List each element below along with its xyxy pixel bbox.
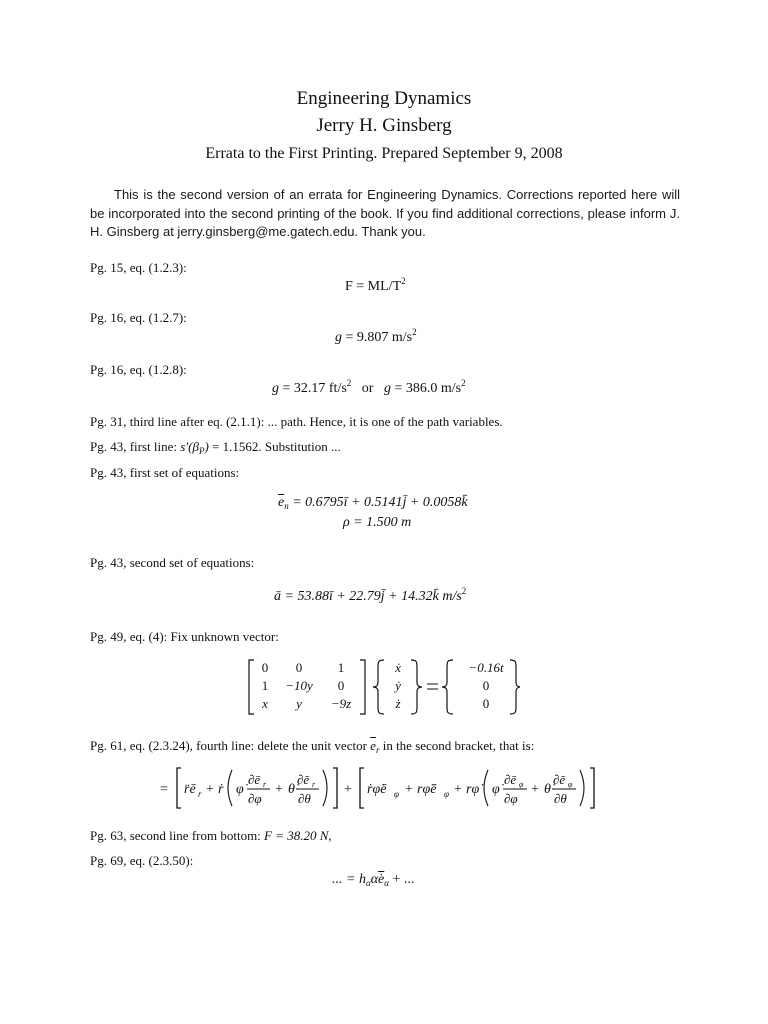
document-subtitle: Errata to the First Printing. Prepared September 9, 2008 [205,145,563,162]
matrix-a-cell: 0 [261,660,269,675]
svg-text:φ: φ [519,780,524,789]
matrix-a-cell: −9z [330,696,352,711]
matrix-a-cell: 1 [261,678,269,693]
svg-text:r: r [263,780,267,789]
svg-text:+: + [206,782,214,797]
equation-text: = 9.807 m/s [345,330,413,345]
document-title: Engineering Dynamics [296,88,472,109]
svg-text:+: + [275,782,283,797]
vector-b-cell: 0 [482,678,490,693]
errata-item-pg16-127: Pg. 16, eq. (1.2.7): [90,310,187,325]
item-label: Pg. 63, second line from bottom: [90,828,265,843]
errata-item-pg63 [90,828,332,844]
svg-text:∂ē: ∂ē [297,772,310,787]
vector-b-cell: 0 [482,696,490,711]
matrix-a-cell: 1 [337,660,345,675]
svg-text:∂ē: ∂ē [248,772,261,787]
svg-text:ṙ: ṙ [218,782,224,797]
svg-text:∂φ: ∂φ [248,791,262,806]
equation-1-2-7: g = 9.807 $m/s^2$ [335,327,417,345]
matrix-a-cell: y [296,696,302,711]
matrix-a-cell: −10y [285,678,313,693]
svg-text:θ̇: θ̇ [544,782,551,797]
svg-text:rφ̇: rφ̇ [466,782,480,797]
inline-math: s′(β [180,439,199,454]
svg-text:∂θ: ∂θ [298,791,311,806]
author-name: Jerry H. Ginsberg [316,115,452,136]
intro-text: This is the second version of an errata for Engineering Dynamics. Corrections reported here will be incorporated into the second printing of the book. If you find additional corrections, please inform J. H. Ginsberg at jerry.ginsberg@me.gatech.edu. Thank you. [90,187,680,239]
svg-text:ṙφ̇ē: ṙφ̇ē [367,782,387,797]
svg-text:rφ̈ē: rφ̈ē [417,782,437,797]
equation-text: F = ML/T [345,279,402,294]
errata-item-pg15: Pg. 15, eq. (1.2.3): [90,260,187,275]
svg-text:+: + [344,782,352,797]
equation-1-2-3: $F = ML/T^2$ [345,276,406,294]
equation-pg43-rho [343,515,411,531]
vector-x-cell: ż [395,696,401,711]
equation-text: ā = 53.88ī + 22.79j̄ + 14.32k̄ m/s [274,589,462,604]
equation-pg43-a: ā = 53.88ī + 22.79j̄ + 14.32k̄ $m/s^2$ [274,586,467,604]
item-tail: in the second bracket, that is: [379,738,535,753]
vector-x-cell: ẏ [395,678,401,693]
item-tail: = 1.1562. Substitution ... [208,439,341,454]
svg-text:φ: φ [394,789,399,799]
equation-text: ρ = 1.500 m [343,515,412,530]
equation-1-2-8: g = 32.17 $ft/s^2$ or g = 386.0 $m/s^2$ [272,378,466,396]
vector-x-cell: ẋ [395,660,401,675]
equation-or: or [361,381,374,396]
equation-2-3-24 [160,764,610,812]
vector-b-cell: −0.16t [468,660,504,675]
matrix-a-cell: 0 [337,678,345,693]
equation-text: ... = h [332,872,366,887]
svg-text:φ: φ [568,780,573,789]
matrix-a-cell: 0 [295,660,303,675]
svg-text:∂φ: ∂φ [504,791,518,806]
svg-text:∂θ: ∂θ [554,791,567,806]
svg-text:+: + [454,782,462,797]
svg-text:+: + [531,782,539,797]
errata-item-pg49: Pg. 49, eq. (4): Fix unknown vector: [90,629,279,644]
errata-item-pg43-first-line: Pg. 43, first line: $s'(\beta_P) = 1.1562$. Substitution ... [90,439,341,456]
svg-text:r: r [198,789,202,799]
equation-text-a: = 32.17 ft/s [282,381,347,396]
matrix-a-cell: x [262,696,268,711]
svg-text:+: + [405,782,413,797]
svg-text:r: r [312,780,316,789]
equation-text: = 0.6795ī + 0.5141j̄ + 0.0058k̄ [292,495,468,510]
svg-text:θ̇: θ̇ [288,782,295,797]
item-label: Pg. 43, first line: [90,439,181,454]
equation-tail: + ... [389,872,415,887]
equation-text-b: = 386.0 m/s [394,381,462,396]
errata-item-pg16-128: Pg. 16, eq. (1.2.8): [90,362,187,377]
svg-text:=: = [160,782,168,797]
intro-paragraph [90,186,680,242]
svg-text:∂ē: ∂ē [504,772,517,787]
svg-text:∂ē: ∂ē [553,772,566,787]
equation-pg43-en: $\overline{e}_n$ = 0.6795ī + 0.5141j̄ + 0.0058k̄ [278,495,468,511]
svg-text:r̈ē: r̈ē [184,782,196,797]
matrix-equation [248,658,520,716]
errata-item-pg43-first-set: Pg. 43, first set of equations: [90,465,240,480]
equation-2-3-50: ... = $h_\alpha\alphȧ\overline{e}_\alpha$ + ... [332,872,415,888]
svg-text:φ̇: φ̇ [236,782,244,797]
svg-text:φ: φ [444,789,449,799]
item-tail: F = 38.20 N, [264,828,332,843]
item-label: Pg. 61, eq. (2.3.24), fourth line: delete the unit vector [90,738,371,753]
errata-item-pg43-second-set: Pg. 43, second set of equations: [90,555,255,570]
svg-text:φ̇: φ̇ [492,782,500,797]
errata-item-pg69: Pg. 69, eq. (2.3.50): [90,853,194,868]
errata-item-pg61: Pg. 61, eq. (2.3.24), fourth line: delete the unit vector $\overline{e}_r$ in the second bracket, that is: [90,738,535,755]
errata-item-pg31: Pg. 31, third line after eq. (2.1.1): ... path. Hence, it is one of the path variables. [90,414,503,429]
